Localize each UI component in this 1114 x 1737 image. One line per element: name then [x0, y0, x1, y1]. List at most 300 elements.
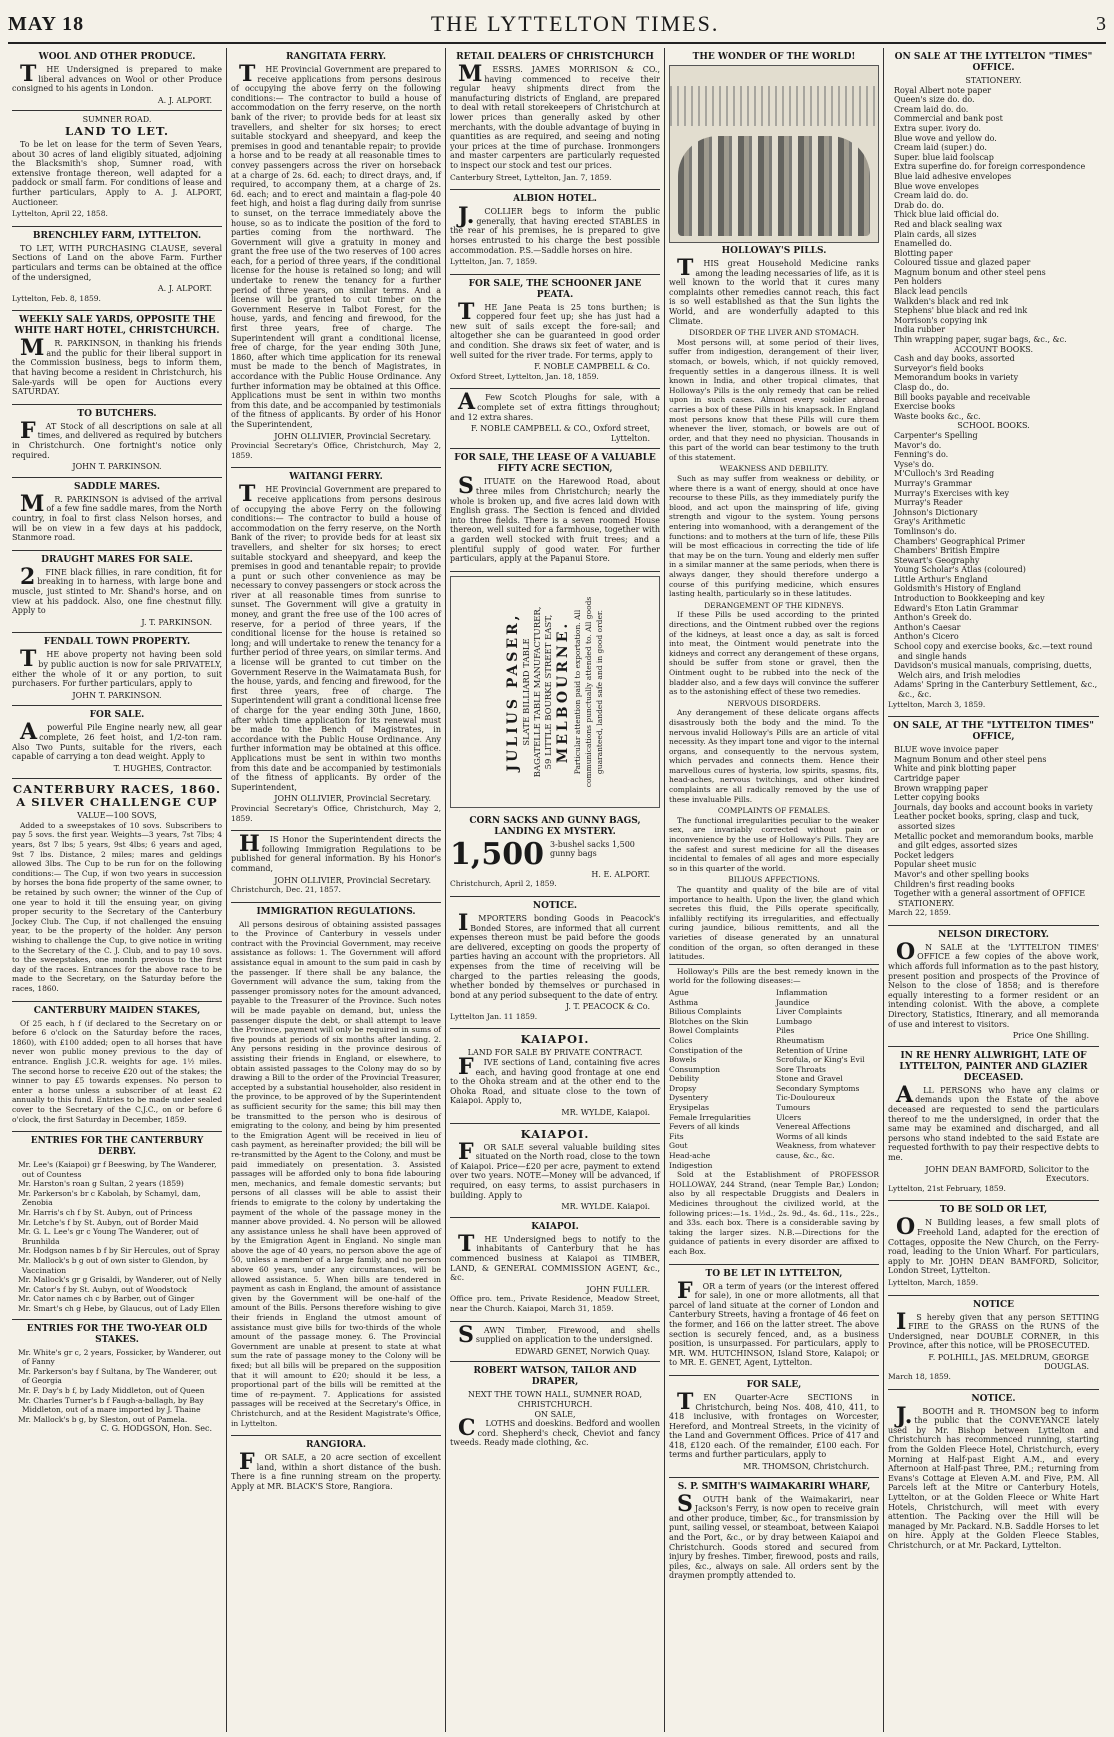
list-item: Johnson's Dictionary: [894, 507, 978, 517]
ad-henry-allwright-estate: [888, 1047, 1099, 1202]
ad-land-to-let: [12, 111, 222, 226]
section-heading: DERANGEMENT OF THE KIDNEYS.: [704, 600, 844, 610]
list-item: Mr. Hodgson names b f by Sir Hercules, out of Spray: [18, 1246, 220, 1256]
ad-body: To be let on lease for the term of Seven Years, about 30 acres of land eligibly situated, adjoining the Blacksmith's shop, Sumner road, with extensive frontage thereon, well adapted for a paddock or small farm. For conditions of lease and further particulars, Apply to A. J. ALPORT, Auctioneer.: [12, 139, 222, 207]
list-item: Blue laid adhesive envelopes: [894, 171, 1012, 181]
ad-body: FOR SALE several valuable building sites situated on the North road, close to the town of Kaiapoi. Price—£20 per acre, payment to extend over two years. NOTE—Money will be advanced, if required, on easy terms, to assist purchasers in building. Apply to: [450, 1138, 660, 1200]
disease-item: Jaundice: [776, 997, 810, 1007]
ad-heading: RANGIORA.: [305, 1440, 367, 1451]
column-1: [8, 48, 227, 1732]
disease-item: Head-ache: [669, 1151, 711, 1161]
list-item: Vyse's do.: [894, 459, 934, 469]
ad-weekly-sale-yards: [12, 311, 222, 405]
list-item: Together with a general assortment of OFFICE STATIONERY.: [894, 889, 1086, 908]
column-3: [446, 48, 665, 1732]
list-item: Surveyor's field books: [894, 363, 984, 373]
section-body: The quantity and quality of the bile are of vital importance to health. Upon the liver, the gland which secretes this fluid, the Pills operate specifically, infallibly rectifying its irregularities, and effectually curing jaundice, bilious remittents, and all the varieties of disease generated by an unnatural condition of the organ, so often deranged in these latitudes.: [669, 885, 879, 962]
ad-heading: CANTERBURY RACES, 1860. A SILVER CHALLENGE CUP: [13, 782, 221, 810]
ad-line: BAGATELLE TABLE MANUFACTURER,: [533, 606, 543, 778]
ad-body: Added to a sweepstakes of 10 sovs. Subscribers to pay 5 sovs. the first year. Weights—3 years, 7st 7lbs; 4 years, 8st 7 lbs; 5 years, 9st 4lbs; 6 years and aged, 9st 7 lbs. Distance, 2 miles; mares and geldings allowed 3lbs. The Cup to be run for on the following conditions:— The Cup, if won two years in succession by horses the bona fide property of the same owner, to be retained by such owner; the winner of the Cup of one year to hold it till the ensuing year, on giving proper security to the Secretary of the Canterbury Jockey Club. The Cup, if not challenged the ensuing year, to be the property of the holder. Any person wishing to challenge the Cup, to give notice in writing to the Secretary of the C. J. Club, and to pay 10 sovs. to the sweepstakes, one month previous to the first day of the races. Entrances for the above race to be made to the Secretary, on the Saturday before the races, 1860.: [12, 820, 222, 993]
masthead-title: THE LYTTELTON TIMES.: [430, 11, 720, 36]
disease-item: Female Irregularities: [669, 1112, 751, 1122]
engraving-illustration: [669, 65, 879, 243]
ad-date: March 18, 1859.: [888, 1372, 951, 1382]
ad-heading: TO BUTCHERS.: [77, 408, 157, 419]
ad-body: ON Building leases, a few small plots of Freehold Land, adapted for the erection of Cottages, opposite the New Church, on the Ferry-road, leading to the Union Wharf. For particulars, apply to Mr. JOHN DEAN BAMFORD, Solicitor, London Street, Lyttelton.: [888, 1214, 1099, 1276]
ad-albion-hotel: [450, 190, 660, 275]
ad-body-row: [450, 836, 660, 872]
ad-heading: TO BE LET IN LYTTELTON,: [705, 1268, 843, 1279]
columns: [8, 48, 1106, 1732]
ad-date: Provincial Secretary's Office, Christchurch, May 2, 1859.: [231, 803, 441, 823]
ad-signature: JOHN DEAN BAMFORD, Solicitor to the Executors.: [925, 1164, 1089, 1184]
ad-body: FOR a term of years (or the interest offered for sale), in one or more allotments, all that parcel of land situate at the corner of London and Canterbury Streets, having a frontage of 46 feet on the former, and 166 on the latter street. The above section is securely fenced, and, as a business position, is unsurpassed. For particulars, apply to MR. WM. HUTCHINSON, Island Store, Kaiapoi; or to MR. E. GENET, Agent, Lyttelton.: [669, 1277, 879, 1368]
ad-heading: KAIAPOI.: [531, 1221, 579, 1232]
ad-body: ON SALE at the 'LYTTELTON TIMES' OFFICE a few copies of the above work, which affords full information as to the past history, present position and prospects of the Province of Nelson to the close of 1858; and is therefore equally interesting to a former resident or an intending colonist. With the above, a complete Directory, Statistics, Itinerary, and all memoranda of use and interest to visitors.: [888, 938, 1099, 1029]
ad-body: THE Provincial Government are prepared to receive applications from persons desirous of occupying the above ferry on the following conditions:— The contractor to build a house of accommodation on the ferry reserve, on the north bank of the river; to provide beds for at least six travellers, and shelter for six horses; to erect suitable stockyard and sheepyard, and keep the premises in good and tenantable repair; to provide a horse and to be ready at all reasonable times to convey passengers across the river on horseback at a charge of 2s. 6d. each; to direct drays, and, if required, to accompany them, at a charge of 2s. 6d. each; and to erect and maintain a flag-pole 40 feet high, and hoist a flag during daily from sunrise to sunset, on the terrace immediately above the house, so as to indicate the position of the ford to parties coming from the northward. The Government will give a gratuity in money and grant the free use of the two reserves of 100 acres each, for a period of three years, if the conditional license for the house is retained so long; and will undertake to renew the tenancy for a further period of three years, on similar terms. And a license will be granted to cut timber on the Government Reserve in Talbot Forest, for the house, yards, and fencing and firewood, for the first three years, free of charge. The Superintendent will grant a conditional license, free of charge, for the year ending 30th June, 1860, after which time application for its renewal must be made to the bench of Magistrates, in accordance with the Public House Ordinance. Any further information may be obtained at this Office. Applications must be sent in within two months from this date, and be accompanied by testimonials of the fitness of applicants. By order of his Honor the Superintendent,: [231, 61, 441, 429]
ad-subheading: VALUE—100 SOVS,: [77, 811, 157, 821]
list-item: Tomlinson's do.: [894, 526, 957, 536]
ad-heading: WAITANGI FERRY.: [289, 472, 383, 483]
ad-heading: RANGITATA FERRY.: [286, 52, 386, 62]
ad-waitangi-ferry: [231, 468, 441, 831]
section-heading: DISORDER OF THE LIVER AND STOMACH.: [689, 328, 859, 338]
ad-scotch-ploughs: [450, 389, 660, 449]
disease-item: Stone and Gravel: [776, 1074, 843, 1084]
ad-heading: THE WONDER OF THE WORLD!: [692, 52, 856, 62]
ad-heading: JULIUS PASER,: [505, 612, 521, 772]
ad-corn-sacks: [450, 812, 660, 897]
diseases-table: [669, 988, 879, 1170]
ad-body: MR. PARKINSON, in thanking his friends and the public for their liberal support in the Commission business, begs to inform them, that having become a resident in Christchurch, his Sale-yards will be open for Auctions every SATURDAY.: [12, 335, 222, 397]
ad-body: CLOTHS and doeskins. Bedford and woollen cord. Shepherd's check, Cheviot and fancy tweeds. Ready made clothing, &c.: [450, 1415, 660, 1448]
list-item: Thin wrapping paper, sugar bags, &c., &c.: [894, 335, 1067, 345]
ad-superintendent-notice: [231, 831, 441, 903]
ad-kaiapoi-agent: [450, 1218, 660, 1322]
ad-body: HIS Honor the Superintendent directs the following Immigration Regulations to be published for general information. By his Honor's command,: [231, 831, 441, 873]
ad-body: SITUATE on the Harewood Road, about three miles from Christchurch; nearly the whole is broken up, and five acres laid down with English grass. The Section is fenced and divided into three fields. There is a seven roomed House thereon, well suited for a farmhouse, together with a garden well stocked with fruit trees; and a plentiful supply of good water. For further particulars, apply at the Papanui Store.: [450, 473, 660, 564]
ad-subheading: SCHOOL BOOKS.: [957, 421, 1030, 431]
list-item: Metallic pocket and memorandum books, marble and gilt edges, assorted sizes: [894, 831, 1094, 851]
list-item: Murray's Exercises with key: [894, 488, 1009, 498]
list-item: Murray's Reader: [894, 498, 963, 508]
ad-body: IS hereby given that any person SETTING FIRE to the GRASS on the RUNS of the Undersigned, near DOUBLE CORNER, in this Province, after this notice, will be PROSECUTED.: [888, 1308, 1099, 1351]
ad-body: 3-bushel sacks 1,500 gunny bags: [549, 839, 635, 859]
ad-heading: ALBION HOTEL.: [513, 194, 597, 205]
list-item: Anthon's Caesar: [894, 622, 961, 632]
list-item: Mr. Parkerson's br c Kabolah, by Schamyl, dam, Zenobia: [18, 1188, 201, 1208]
ad-signature: EDWARD GENET, Norwich Quay.: [515, 1346, 650, 1356]
disease-item: Erysipelas: [669, 1103, 709, 1113]
illustration-fence: [670, 86, 878, 126]
ad-heading: S. P. SMITH'S WAIMAKARIRI WHARF,: [677, 1481, 871, 1492]
ad-body: J.BOOTH and R. THOMSON beg to inform the public that the CONVEYANCE lately used by Mr. Bishop between Lyttelton and Christchurch has recommenced running, starting from the Golden Fleece Hotel, Christchurch, every Morning at Half-past Eight A.M., and every Afternoon at Half-past Three, P.M.; returning from Evans's Cottage at Eleven A.M. and Five, P.M. All Parcels left at the Mitre or Canterbury Hotels, Lyttelton, or at the Golden Fleece or White Hart Hotels, Christchurch, will meet with every attention. The Packing over the Hill will be managed by Mr. Packard. N.B. Saddle Horses to let on hire. Apply at the Golden Fleece Stables, Christchurch, or at Mr. Packard, Lyttelton.: [888, 1402, 1099, 1550]
ad-heading: SADDLE MARES.: [73, 481, 160, 492]
list-item: Black lead pencils: [894, 287, 968, 297]
disease-item: Asthma: [669, 997, 699, 1007]
list-item: Enamelled do.: [894, 239, 952, 249]
list-item: Mr. F. Day's b f, by Lady Middleton, out of Queen: [18, 1385, 205, 1395]
rotated-ad-text: [505, 582, 605, 802]
list-item: Mr. G. L. Lee's gr c Young The Wanderer, out of Brunhilda: [18, 1227, 199, 1246]
section-body: Such as may suffer from weakness or debility, or where there is a want of energy, should at once have recourse to these Pills, as they immediately purify the blood, and act upon the mainspring of life, giving strength and vigour to the system. Young persons entering into womanhood, with a derangement of the functions: and to mothers at the turn of life, these Pills will be most efficacious in correcting the tide of life that may be on the turn. Young and elderly men suffer in a similar manner at the same periods, when there is always danger, they should therefore undergo a course of this purifying medicine, which ensures lasting health, particularly so in these latitudes.: [669, 474, 879, 599]
ad-subheading: LAND FOR SALE BY PRIVATE CONTRACT.: [467, 1048, 643, 1058]
list-item: Mr. Mallock's gr g Grisaldi, by Wanderer, out of Nelly: [18, 1275, 222, 1285]
section-body: The functional irregularities peculiar to the weaker sex, are invariably corrected without pain or inconvenience by the use of Holloway's Pills. They are the safest and surest medicine for all the diseases incidental to females of all ages and more especially so in this quarter of the world.: [669, 815, 879, 873]
disease-item: Indigestion: [669, 1160, 713, 1170]
ad-body: MR. PARKINSON is advised of the arrival of a few fine saddle mares, from the North country, in foal to first class Nelson horses, and will be on view in a few days at his paddock, Stanmore road.: [12, 490, 222, 543]
ad-conveyance-notice: [888, 1390, 1099, 1558]
masthead: [8, 6, 1106, 44]
disease-item: Inflammation: [776, 987, 828, 997]
list-item: Mr. Letche's f by St. Aubyn, out of Border Maid: [18, 1217, 199, 1227]
ad-body: AFew Scotch Ploughs for sale, with a complete set of extra fittings throughout; and 12 extra shares.: [450, 389, 660, 422]
list-item: Chambers' British Empire: [894, 546, 1000, 556]
list-item: M'Culloch's 3rd Reading: [894, 469, 995, 479]
list-item: Mavor's do.: [894, 440, 942, 450]
ad-signature: JOHN T. PARKINSON.: [72, 462, 162, 472]
list-item: Mr. Mallock's b g out of own sister to Glendon, by Vaccination: [18, 1256, 208, 1275]
ad-date: Office pro. tem., Private Residence, Meadow Street, near the Church. Kaiapoi, March 31, 1859.: [450, 1294, 660, 1313]
disease-item: Dropsy: [669, 1083, 697, 1093]
ad-heading: FOR SALE, THE SCHOONER JANE PEATA.: [468, 278, 642, 300]
list-item: Red and black sealing wax: [894, 219, 1002, 229]
list-item: Mr. Cator names ch c by Barber, out of Ginger: [18, 1294, 195, 1304]
stationery-list: [888, 86, 1099, 345]
list-item: Drab do. do.: [894, 200, 944, 210]
list-item: Letter copying books: [894, 793, 980, 803]
list-item: Exercise books: [894, 402, 956, 412]
list-item: Stewart's Geography: [894, 555, 980, 565]
ad-body: IMPORTERS bonding Goods in Peacock's Bonded Stores, are informed that all current expenses thereon must be paid before the goods are delivered, excepting on goods the property of parties having an account with the proprietors. All expenses from the time of receiving will be charged to the parties releasing the goods, whether bonded by themselves or purchased in bond at any period subsequent to the date of entry.: [450, 909, 660, 1000]
ad-on-sale-times-office: [888, 717, 1099, 926]
ad-body: J.COLLIER begs to inform the public generally, that having erected STABLES in the rear of his premises, he is prepared to give horses entrusted to his charge the best possible accommodation. P.S.—Saddle horses on hire.: [450, 203, 660, 255]
ad-caption: HOLLOWAY'S PILLS.: [721, 246, 827, 256]
ad-immigration-regulations: [231, 903, 441, 1436]
ad-body: THE above property not having been sold by public auction is now for sale PRIVATELY, either the whole of it or any portion, to suit purchasers. For further particulars, apply to: [12, 646, 222, 689]
disease-item: Rheumatism: [776, 1035, 825, 1045]
list-item: Young Scholar's Atlas (coloured): [894, 565, 1026, 575]
list-item: Mr. Mallock's b g, by Sleston, out of Pamela.: [18, 1414, 188, 1424]
ad-date: Canterbury Street, Lyttelton, Jan. 7, 1859.: [450, 172, 612, 182]
ad-date: March 22, 1859.: [888, 908, 951, 918]
diseases-intro: Holloway's Pills are the best remedy known in the world for the following diseases:—: [669, 966, 879, 986]
ad-signature: JOHN OLLIVIER, Provincial Secretary.: [274, 431, 431, 441]
disease-item: Blotches on the Skin: [669, 1016, 749, 1026]
ad-date: Christchurch, Dec. 21, 1857.: [231, 885, 341, 895]
ad-signature: JOHN OLLIVIER, Provincial Secretary.: [274, 794, 431, 804]
ad-heading: ENTRIES FOR THE TWO-YEAR OLD STAKES.: [26, 1323, 208, 1345]
list-item: Magnum bonum and other steel pens: [894, 267, 1046, 277]
ad-kaiapoi-building-sites: [450, 1124, 660, 1218]
disease-item: Tic-Douloureux: [776, 1093, 836, 1103]
ad-body: FIVE sections of Land, containing five acres each, and having good frontage at one end to the Ohoka stream and at the other end to the Ohoka Road, and situate close to the town of Kaiapoi. Apply to,: [450, 1054, 660, 1106]
ad-date: Lyttelton, March, 1859.: [888, 1277, 979, 1287]
ad-heading: BRENCHLEY FARM, LYTTELTON.: [32, 230, 202, 241]
ad-heading: FENDALL TOWN PROPERTY.: [43, 637, 191, 648]
list-item: Brown wrapping paper: [894, 783, 988, 793]
list-item: Gray's Arithmetic: [894, 517, 966, 527]
disease-item: Colics: [669, 1035, 693, 1045]
ad-kaiapoi-land: [450, 1029, 660, 1123]
ad-body: ALL PERSONS who have any claims or demands upon the Estate of the above deceased are requested to send the particulars thereof to me the undersigned, in order that the same may be examined and discharged, and all persons who stand indebted to the said Estate are requested forthwith to pay their respective debts to me.: [888, 1081, 1099, 1162]
column-4: [665, 48, 884, 1732]
disease-item: Dysentery: [669, 1093, 709, 1103]
section-heading: BILIOUS AFFECTIONS.: [728, 875, 820, 885]
ad-signature: MR. WYLDE. Kaiapoi.: [561, 1202, 650, 1212]
ad-signature: JOHN OLLIVIER, Provincial Secretary.: [274, 875, 431, 885]
ad-heading: TO BE SOLD OR LET,: [939, 1205, 1048, 1216]
disease-item: Weakness, from whatever cause, &c., &c.: [776, 1141, 876, 1161]
ad-rangitata-ferry: [231, 48, 441, 468]
list-item: Little Arthur's England: [894, 574, 988, 584]
ad-date: Lyttelton, Feb. 8, 1859.: [12, 293, 101, 303]
ad-heading: FOR SALE, THE LEASE OF A VALUABLE FIFTY ACRE SECTION,: [454, 453, 656, 475]
account-books-list: [888, 354, 1099, 421]
ad-signature: J. T. PARKINSON.: [141, 617, 212, 627]
ad-heading: NOTICE.: [971, 1393, 1016, 1404]
list-item: Morrison's copying ink: [894, 315, 988, 325]
ad-wool-produce: [12, 48, 222, 111]
disease-item: Liver Complaints: [776, 1007, 842, 1017]
list-item: Carpenter's Spelling: [894, 430, 978, 440]
column-5: [884, 48, 1103, 1732]
diseases-col-right: [776, 988, 879, 1170]
ad-signature: F. NOBLE CAMPBELL & CO., Oxford street, Lyttelton.: [470, 424, 650, 443]
ad-heading: WOOL AND OTHER PRODUCE.: [38, 52, 196, 62]
ad-ten-sections: [669, 1376, 879, 1478]
ad-subheading: NEXT THE TOWN HALL, SUMNER ROAD, CHRISTCHURCH.: [467, 1390, 643, 1409]
disease-item: Debility: [669, 1074, 700, 1084]
list-item: Mr. Lee's (Kaiapoi) gr f Beeswing, by The Wanderer, out of Countess: [18, 1160, 217, 1179]
ad-heading: CORN SACKS AND GUNNY BAGS, LANDING EX MYSTERY.: [469, 815, 641, 837]
on-sale-list: [888, 745, 1099, 908]
list-item: Extra super. ivory do.: [894, 123, 981, 133]
masthead-date: MAY 18: [8, 12, 85, 35]
ad-date: Provincial Secretary's Office, Christchurch, May 2, 1859.: [231, 441, 441, 460]
school-books-list: [888, 431, 1099, 700]
ad-signature: MR. WYLDE, Kaiapoi.: [561, 1108, 650, 1118]
ad-heading: RETAIL DEALERS OF CHRISTCHURCH: [456, 52, 654, 62]
ad-body: THE Undersigned begs to notify to the inhabitants of Canterbury that he has commenced business at Kaiapoi as TIMBER, LAND, & GENERAL COMMISSION AGENT, &c., &c.: [450, 1230, 660, 1283]
list-item: Memorandum books in variety: [894, 373, 1019, 383]
disease-item: Scrofula, or King's Evil: [776, 1055, 865, 1065]
list-item: Children's first reading books: [894, 879, 1015, 889]
ad-heading: LAND TO LET.: [64, 123, 169, 138]
disease-item: Worms of all kinds: [776, 1131, 848, 1141]
list-item: Adams' Spring in the Canterbury Settlement, &c., &c., &c.: [894, 680, 1098, 699]
ad-date: Lyttelton, April 22, 1858.: [12, 209, 108, 219]
list-item: Plain cards, all sizes: [894, 229, 977, 239]
ad-heading: WEEKLY SALE YARDS, OPPOSITE THE WHITE HART HOTEL, CHRISTCHURCH.: [14, 315, 220, 337]
ad-body: Apowerful Pile Engine nearly new, all gear complete, 26 feet hoist, and 1/2-ton ram. Also Two Punts, suitable for the rivers, each capable of carrying a ton dead weight. Apply to: [12, 719, 222, 762]
section-heading: WEAKNESS AND DEBILITY.: [719, 464, 829, 474]
ad-body: Of 25 each, h f (if declared to the Secretary on or before 6 o'clock on the Saturday before the races, 1860), with £100 added; open to all horses that have never won public money previous to the day of entrance. English J.C.R. weights for age. 1½ miles. The second horse to receive £20 out of the stakes; the winner to pay £5 towards expenses. No person to enter a horse unless a subscriber of at least £2 annually to this fund. Entries to be made under sealed cover to the Secretary of the C.J.C., on or before 6 o'clock, the first Saturday in December, 1859.: [12, 1018, 222, 1124]
list-item: Mavor's and other spelling books: [894, 869, 1029, 879]
ad-signature: H. E. ALPORT.: [591, 869, 650, 879]
list-item: Cash and day books, assorted: [894, 354, 1015, 364]
ad-heading: NOTICE.: [532, 900, 578, 911]
ad-rangiora: [231, 1436, 441, 1498]
ad-line: SLATE BILLIARD TABLE: [522, 638, 532, 746]
list-item: Murray's Grammar: [894, 478, 972, 488]
list-item: Royal Albert note paper: [894, 85, 992, 95]
list-item: Queen's size do. do.: [894, 95, 975, 105]
ad-line: MELBOURNE.: [555, 620, 571, 763]
list-item: Pocket ledgers: [894, 850, 954, 860]
list-item: Coloured tissue and glazed paper: [894, 258, 1031, 268]
ad-to-be-sold-or-let: [888, 1201, 1099, 1295]
ad-date: Lyttelton, Jan. 7, 1859.: [450, 257, 538, 267]
ad-body: TEN Quarter-Acre SECTIONS in Christchurch, being Nos. 408, 410, 411, to 418 inclusive, with frontages on Worcester, Hereford, and Montreal Streets, in the vicinity of the Land and Government Offices. Price of 417 and 418, £120 each. Of the remainder, £100 each. For terms and further particulars, apply to: [669, 1388, 879, 1460]
ad-date: Oxford Street, Lyttelton, Jan. 18, 1859.: [450, 371, 599, 381]
list-item: BLUE wove invoice paper: [894, 745, 999, 755]
ad-heading: ON SALE, AT THE "LYTTELTON TIMES" OFFICE,: [893, 721, 1094, 743]
ad-heading: NOTICE: [973, 1299, 1014, 1310]
list-item: Bill books payable and receivable: [894, 392, 1031, 402]
ad-body: 2FINE black fillies, in rare condition, fit for breaking in to harness, with large bone and muscle, just stinted to Mr. Shand's horse, and on view at his paddock. Also, one fine chestnut filly. Apply to: [12, 563, 222, 616]
disease-item: Secondary Symptoms: [776, 1083, 860, 1093]
ad-bonded-stores-notice: [450, 897, 660, 1030]
ad-signature: F. NOBLE CAMPBELL & Co.: [534, 362, 650, 372]
ad-robert-watson: [450, 1362, 660, 1455]
ad-grass-fire-notice: [888, 1296, 1099, 1390]
disease-item: Gout: [669, 1141, 688, 1151]
list-item: Goldsmith's History of England: [894, 584, 1021, 594]
list-item: Cream laid do. do.: [894, 104, 969, 114]
list-item: Pen holders: [894, 277, 942, 287]
list-item: Anthon's Greek do.: [894, 613, 972, 623]
ad-signature: MR. THOMSON, Christchurch.: [743, 1462, 869, 1472]
ad-heading: IN RE HENRY ALLWRIGHT, LATE OF LYTTELTON, PAINTER AND GLAZIER DECEASED.: [899, 1050, 1088, 1083]
disease-item: Lumbago: [776, 1016, 812, 1026]
column-2: [227, 48, 446, 1732]
list-item: Fenning's do.: [894, 450, 949, 460]
ad-body: THIS great Household Medicine ranks among the leading necessaries of life, as it is well known to the world that it cures many complaints other remedies cannot reach, this fact is so well established as that the Sun lights the World, and are wonderfully adapted to this Climate.: [669, 255, 879, 326]
list-item: Walkden's black and red ink: [894, 296, 1009, 306]
list-item: White and pink blotting paper: [894, 764, 1017, 774]
ad-date: Lyttelton, 21st February, 1859.: [888, 1183, 1006, 1193]
ad-body: FAT Stock of all descriptions on sale at all times, and delivered as required by butchers in Christchurch. One fortnight's notice only required.: [12, 417, 222, 460]
ad-retail-dealers: [450, 48, 660, 190]
disease-item: Consumption: [669, 1064, 721, 1074]
list-item: India rubber: [894, 325, 946, 335]
list-item: Chambers' Geographical Primer: [894, 536, 1025, 546]
ad-nelson-directory: [888, 926, 1099, 1047]
list-item: Leather pocket books, spring, clasp and tuck, assorted sizes: [894, 812, 1080, 831]
ad-holloways-pills: [669, 48, 879, 1265]
ad-fifty-acre-section: [450, 449, 660, 571]
list-item: Commercial and bank post: [894, 114, 1003, 124]
list-item: Extra superfine do. for foreign correspondence: [894, 162, 1086, 172]
ad-body: THE Jane Peata is 25 tons burthen; is coppered four feet up; she has just had a new suit of sails except the fore-sail; and altogether she can be guaranteed in good order and condition. She draws six feet of water, and is well suited for the river trade. For terms, apply to: [450, 298, 660, 360]
section-body: Any derangement of these delicate organs affects disastrously both the body and the mind. To the nervous invalid Holloway's Pills are an article of vital necessity. As they impart tone and vigor to the internal organs, and consequently to the nervous system, which pervades and connects them. Hence their marvellous cures of hysteria, low spirits, spasms, fits, head-aches, nervous twitchings, and other kindred complaints are all radically removed by the use of these invaluable Pills.: [669, 708, 879, 804]
ad-footer: Sold at the Establishment of PROFESSOR HOLLOWAY, 244 Strand, (near Temple Bar,) London; also by all respectable Druggists and Dealers in Medicines throughout the civilized world, at the following prices:—1s. 1½d., 2s. 9d., 4s. 6d., 11s., 22s., and 33s. each box. There is a considerable saving by taking the larger sizes. N.B.—Directions for the guidance of patients in every disorder are affixed to each Box.: [669, 1170, 879, 1256]
list-item: Mr. White's gr c, 2 years, Fossicker, by Wanderer, out of Fanny: [18, 1347, 222, 1367]
list-item: Cream laid (super.) do.: [894, 143, 987, 153]
ad-date: Christchurch, April 2, 1859.: [450, 879, 557, 889]
quantity-number: 1,500: [450, 836, 544, 872]
page-number: 3: [1095, 12, 1106, 35]
ad-body: THE Undersigned is prepared to make liberal advances on Wool or other Produce consigned to his agents in London.: [12, 61, 222, 94]
ad-saddle-mares: [12, 478, 222, 551]
ad-heading: ENTRIES FOR THE CANTERBURY DERBY.: [30, 1136, 204, 1158]
list-item: Waste books &c., &c.: [894, 411, 981, 421]
ad-heading: ROBERT WATSON, TAILOR AND DRAPER,: [473, 1366, 637, 1388]
ad-heading: KAIAPOI.: [520, 1032, 590, 1047]
list-item: Mr. Harston's roan g Sultan, 2 years (1859): [18, 1179, 184, 1189]
list-item: Davidson's musical manuals, comprising, duetts, Welch airs, and Irish melodies: [894, 661, 1092, 680]
ad-heading: NELSON DIRECTORY.: [938, 929, 1049, 940]
list-item: Super. blue laid foolscap: [894, 152, 994, 162]
disease-item: Ague: [669, 987, 689, 997]
ad-subheading: ON SALE,: [534, 1409, 576, 1419]
section-body: Most persons will, at some period of their lives, suffer from indigestion, derangement of their liver, stomach, or bowels, which, if not quickly removed, frequently settles in a dangerous illness. It is well known in India, and other tropical climates, that Holloway's Pills is the only remedy that can be relied upon in such cases. Almost every soldier abroad carries a box of these Pills in his knapsack. In England most persons know that these Pills will cure them whenever the liver, stomach, or bowels are out of order, and that they need no physician. Thousands in this part of the world can bear testimony to the truth of this statement.: [669, 337, 879, 462]
ad-heading: ON SALE AT THE LYTTELTON "TIMES" OFFICE.: [894, 52, 1093, 73]
ad-date: Lyttelton Jan. 11 1859.: [450, 1011, 538, 1021]
ad-signature: A. J. ALPORT.: [157, 95, 212, 105]
ad-heading: KAIAPOI.: [520, 1126, 590, 1141]
section-body: If these Pills be used according to the printed directions, and the Ointment rubbed over the regions of the kidneys, at least once a day, as salt is forced into meat, the Ointment would penetrate into the kidneys and correct any derangement of these organs, should be suffer from stone or gravel, then the Ointment ought to be rubbed into the neck of the bladder also, and a few days will convince the sufferer as to the astonishing effect of these two remedies.: [669, 610, 879, 697]
ad-maiden-stakes: [12, 1002, 222, 1133]
list-item: Mr. Cator's f by St. Aubyn, out of Woodstock: [18, 1284, 187, 1294]
list-item: Edward's Eton Latin Grammar: [894, 603, 1019, 613]
ad-line: Particular attention paid to exportation. All communications punctually attended to. All goods guaranteed, landed safe and in good order.: [573, 596, 604, 787]
ad-heading: IMMIGRATION REGULATIONS.: [256, 906, 416, 917]
ad-brenchley-farm: [12, 227, 222, 312]
ad-body: All persons desirous of obtaining assisted passages to the Province of Canterbury in vessels under contract with the Provincial Government, may receive assistance as follows: 1. The Government will afford assistance equal in amount to the sum paid in cash by the passenger. If there shall be any balance, the Government will advance the sum, taking from the passenger promissory notes for the amount advanced, payable to the Treasurer of the Province. Such notes will be made payable on demand, but, unless the passenger dispute the debt, or shall attempt to leave the Province, payment will only be required in sums of five pounds at periods of six months after landing. 2. Any persons residing in the province desirous of assisting their friends in England, or elsewhere, to obtain assisted passages to the Colony may do so by drawing a Bill to the order of the Provincial Treasurer, accepted by a substantial householder, also resident in the province, to be approved of by the Superintendent as sufficient security for the same; this bill may then be transmitted to the person who is desirous of emigrating to the colony, and being by him presented to the Emigration Agent will be received in lieu of cash payment, as hereinafter provided; the bill will be re-transmitted by the Agent to the Colony, and must be paid immediately on presentation. 3. Assisted passages will be afforded only to bona fide labouring men, mechanics, and female domestic servants; but persons of all classes will be able to assist their friends to emigrate to the colony by undertaking the payment of the whole of the passage money in the manner above provided. 4. No person will be allowed any assistance unless he shall have been approved of by the Emigration Agent in England. No single man above the age of 40 years, no person above the age of 50, unless a member of a large family, and no person above 60 years, under any circumstances, will be allowed assistance. 5. When bills are tendered in payment as cash in England, the amount of assistance given by the Government will be one-half of the amount of the Bills. Persons therefore wishing to give their friends in England the utmost amount of assistance must give bills for two-thirds of the whole amount of the passage money. 6. The Provincial Government are unable at present to state at what sum the rate of passage money to the Colony will be fixed; but all bills will be prepared on the supposition that it will amount to £20; should it be less, a proportional part of the bills will be remitted at the time of re-payment. 7. Applications for assisted passages will be received at the Secretary's Office, in Christchurch, and at the Resident Magistrate's Office, in Lyttelton.: [231, 919, 441, 1428]
ad-signature: A. J. ALPORT.: [157, 284, 212, 294]
diseases-col-left: [669, 988, 772, 1170]
ad-date: Lyttelton, March 3, 1859.: [888, 699, 986, 709]
ad-waimakariri-wharf: [669, 1478, 879, 1588]
list-item: Blotting paper: [894, 248, 953, 258]
ad-subheading: SUMNER ROAD.: [82, 115, 152, 125]
illustration-crowd: [678, 136, 870, 236]
ad-body: FOR SALE, a 20 acre section of excellent land, within a short distance of the bush. There is a fine running stream on the property. Apply at MR. BLACK'S Store, Rangiora.: [231, 1449, 441, 1491]
ad-price: Price One Shilling.: [1012, 1031, 1089, 1041]
disease-item: Fevers of all kinds: [669, 1122, 740, 1132]
list-item: Mr. Harris's ch f by St. Aubyn, out of Princess: [18, 1208, 193, 1218]
disease-item: Constipation of the Bowels: [669, 1045, 743, 1065]
ad-subheading: STATIONERY.: [965, 76, 1022, 85]
list-item: Anthon's Cicero: [894, 632, 959, 642]
ad-body: SOUTH bank of the Waimakariri, near Jackson's Ferry, is now open to receive grain and other produce, timber, &c., for transmission by punt, sailing vessel, or steamboat, between Kaiapoi and the Port, &c., or by dray between Kaiapoi and Christchurch. Goods stored and secured from injury by freshes. Timber, firewood, posts and rails, piles, &c., always on sale. All orders sent by the draymen promptly attended to.: [669, 1490, 879, 1581]
ad-signature: J. T. PEACOCK & Co.: [565, 1002, 650, 1012]
disease-item: Ulcers: [776, 1112, 802, 1122]
list-item: Mr. Parkerson's bay f Sultana, by The Wanderer, out of Georgia: [18, 1366, 217, 1386]
disease-item: Bowel Complaints: [669, 1026, 739, 1036]
ad-heading: CANTERBURY MAIDEN STAKES,: [33, 1005, 201, 1016]
ad-stationery: [888, 48, 1099, 717]
ad-two-year-old-stakes: [12, 1320, 222, 1439]
list-item: Popular sheet music: [894, 860, 977, 870]
list-item: Mr. Charles Turner's b f Faugh-a-ballagh, by Bay Middleton, out of a mare imported by J. Thaine: [18, 1395, 204, 1415]
ad-signature: JOHN FULLER.: [586, 1284, 650, 1294]
list-item: Magnum Bonum and other steel pens: [894, 754, 1047, 764]
disease-item: Bilious Complaints: [669, 1007, 742, 1017]
ad-signature: T. HUGHES, Contractor.: [113, 763, 212, 773]
section-heading: COMPLAINTS OF FEMALES.: [717, 806, 831, 816]
disease-item: Sore Throats: [776, 1064, 826, 1074]
list-item: School copy and exercise books, &c.—text round and single hands: [894, 642, 1093, 661]
ad-signature: JOHN T. PARKINSON.: [72, 690, 162, 700]
disease-item: Fits: [669, 1131, 684, 1141]
list-item: Journals, day books and account books in variety: [894, 802, 1093, 812]
ad-signature: C. G. HODGSON, Hon. Sec.: [100, 1424, 212, 1434]
disease-item: Tumours: [776, 1103, 811, 1113]
list-item: Blue wove and yellow do.: [894, 133, 997, 143]
